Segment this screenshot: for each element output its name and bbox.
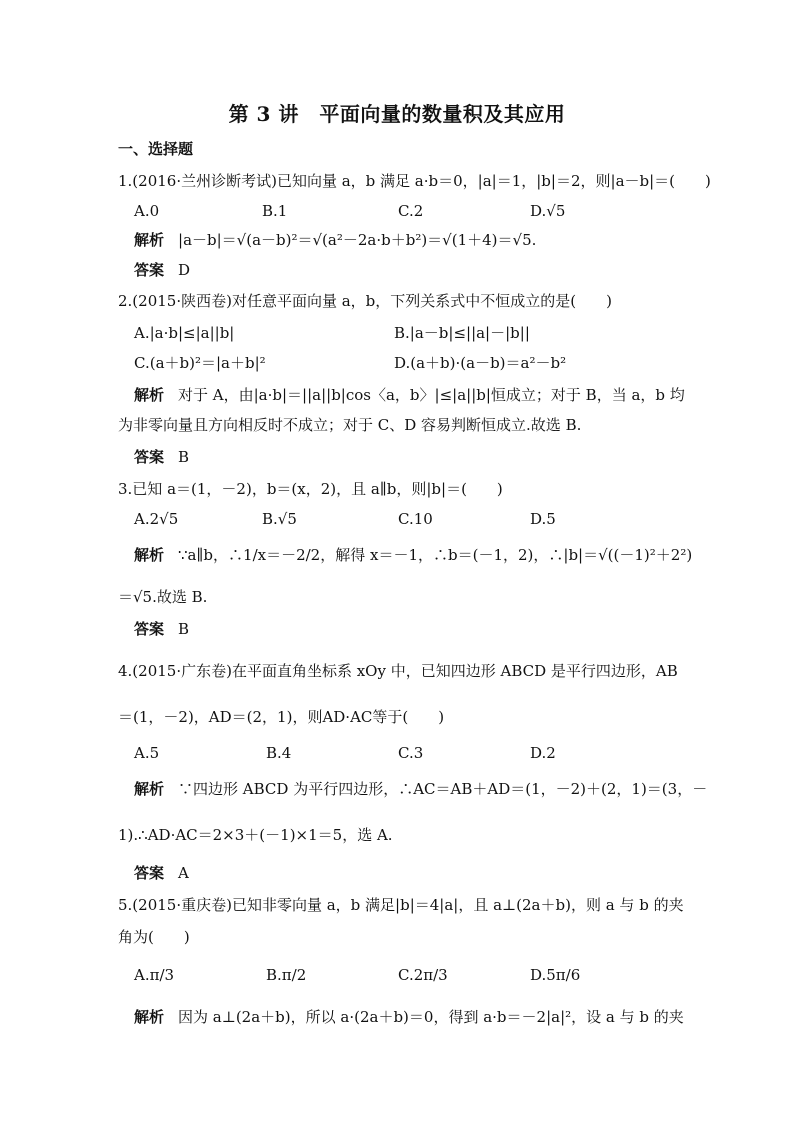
q1-option-a: A.0	[134, 202, 160, 220]
answer-label: 答案	[134, 620, 165, 638]
q3-option-c: C.10	[398, 510, 433, 528]
q4-analysis-line-1	[134, 778, 707, 800]
question-2-stem: 2.(2015·陕西卷)对任意平面向量 a，b，下列关系式中不恒成立的是( )	[118, 292, 612, 310]
q4-answer	[134, 862, 189, 884]
q5-analysis	[134, 1006, 684, 1028]
q2-analysis-line-2: 为非零向量且方向相反时不成立；对于 C、D 容易判断恒成立.故选 B.	[118, 416, 582, 434]
q2-answer	[134, 446, 189, 468]
question-5-stem-line-1: 5.(2015·重庆卷)已知非零向量 a，b 满足|b|＝4|a|，且 a⊥(2a＋b)，则 a 与 b 的夹	[118, 896, 684, 914]
q1-option-b: B.1	[262, 202, 288, 220]
q4-option-a: A.5	[134, 744, 160, 762]
q2-analysis-text-1: 对于 A，由|a·b|＝||a||b|cos〈a，b〉|≤|a||b|恒成立；对于 B，当 a，b 均	[178, 386, 685, 404]
analysis-label: 解析	[134, 780, 165, 798]
question-3-stem: 3.已知 a＝(1，－2)，b＝(x，2)，且 a∥b，则|b|＝( )	[118, 480, 503, 498]
q3-analysis-line-2: ＝√5.故选 B.	[118, 588, 208, 606]
q1-analysis-text: |a－b|＝√(a－b)²＝√(a²－2a·b＋b²)＝√(1＋4)＝√5.	[178, 231, 537, 249]
question-4-stem-line-2: ＝(1，－2)，AD＝(2，1)，则AD·AC等于( )	[118, 708, 445, 726]
q4-option-b: B.4	[266, 744, 292, 762]
q2-option-a: A.|a·b|≤|a||b|	[134, 324, 235, 342]
q1-analysis	[134, 229, 536, 251]
q4-answer-value: A	[178, 864, 189, 882]
analysis-label: 解析	[134, 1008, 165, 1026]
q4-analysis-line-2: 1).∴AD·AC＝2×3＋(－1)×1＝5，选 A.	[118, 826, 393, 844]
analysis-label: 解析	[134, 231, 165, 249]
question-4-stem-line-1: 4.(2015·广东卷)在平面直角坐标系 xOy 中，已知四边形 ABCD 是平行四边形，AB	[118, 662, 678, 680]
q3-option-a: A.2√5	[134, 510, 179, 528]
q1-option-d: D.√5	[530, 202, 566, 220]
q4-analysis-text-1: ∵四边形 ABCD 为平行四边形，∴AC＝AB＋AD＝(1，－2)＋(2，1)＝(3，－	[178, 780, 708, 798]
q3-option-d: D.5	[530, 510, 556, 528]
analysis-label: 解析	[134, 546, 165, 564]
analysis-label: 解析	[134, 386, 165, 404]
page-title: 第 3 讲 平面向量的数量积及其应用	[228, 102, 566, 126]
answer-label: 答案	[134, 864, 165, 882]
q2-option-b: B.|a－b|≤||a|－|b||	[394, 324, 530, 342]
q2-answer-value: B	[178, 448, 190, 466]
q4-option-d: D.2	[530, 744, 556, 762]
q1-answer-value: D	[178, 261, 191, 279]
q5-option-a: A.π/3	[134, 966, 175, 984]
question-5-stem-line-2: 角为( )	[118, 928, 190, 946]
q5-option-d: D.5π/6	[530, 966, 581, 984]
q4-option-c: C.3	[398, 744, 424, 762]
q3-answer	[134, 618, 189, 640]
q3-answer-value: B	[178, 620, 190, 638]
q2-analysis-line-1	[134, 384, 685, 406]
q5-analysis-text: 因为 a⊥(2a＋b)，所以 a·(2a＋b)＝0，得到 a·b＝－2|a|²，设 a 与 b 的夹	[178, 1008, 684, 1026]
q5-option-b: B.π/2	[266, 966, 307, 984]
q3-option-b: B.√5	[262, 510, 297, 528]
q5-option-c: C.2π/3	[398, 966, 448, 984]
q3-analysis-line-1	[134, 544, 692, 566]
q3-analysis-text-1: ∵a∥b，∴1/x＝－2/2，解得 x＝－1，∴b＝(－1，2)，∴|b|＝√((－1)²＋2²)	[178, 546, 693, 564]
q2-option-c: C.(a＋b)²＝|a＋b|²	[134, 354, 266, 372]
question-1-stem: 1.(2016·兰州诊断考试)已知向量 a，b 满足 a·b＝0，|a|＝1，|b|＝2，则|a－b|＝( )	[118, 172, 711, 190]
answer-label: 答案	[134, 448, 165, 466]
q1-option-c: C.2	[398, 202, 424, 220]
q1-answer	[134, 259, 190, 281]
answer-label: 答案	[134, 261, 165, 279]
q2-option-d: D.(a＋b)·(a－b)＝a²－b²	[394, 354, 567, 372]
section-heading: 一、选择题	[118, 140, 194, 158]
